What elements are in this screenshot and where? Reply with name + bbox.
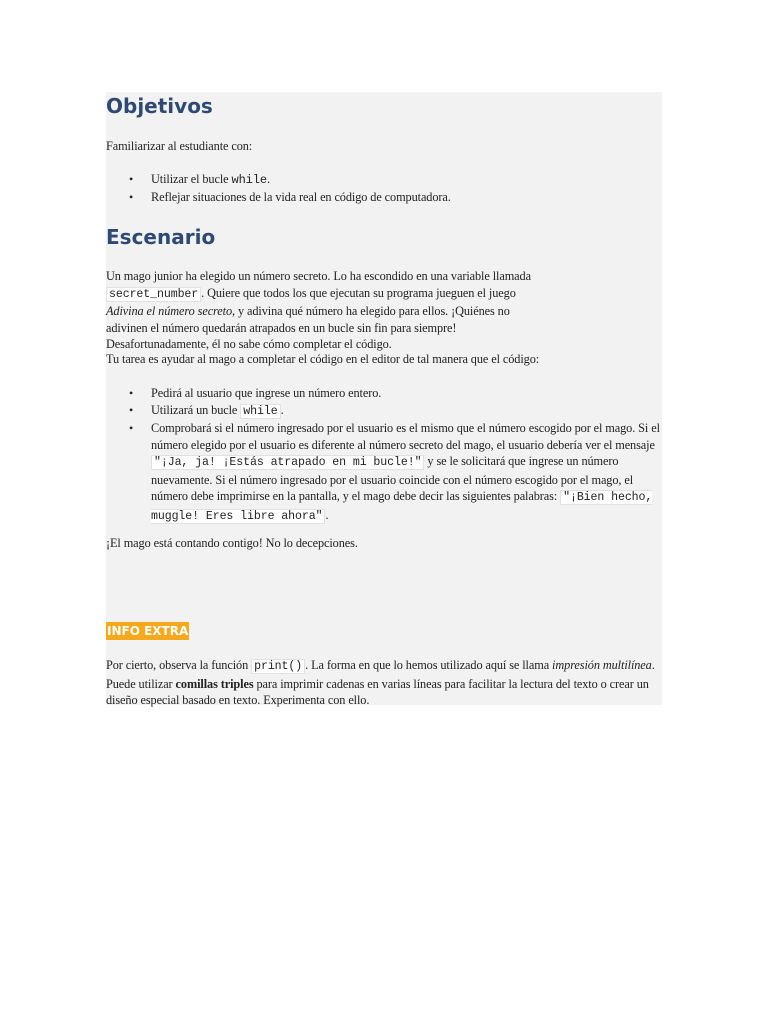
objetivos-item-while: • Utilizar el bucle while.	[151, 171, 662, 189]
triple-quotes-term: comillas triples	[175, 676, 254, 691]
escenario-heading: Escenario	[106, 225, 216, 249]
objetivos-intro: Familiarizar al estudiante con:	[106, 139, 253, 153]
escenario-paragraph-1: Un mago junior ha elegido un número secreto. Lo ha escondido en una variable llamada secret_number . Quiere que todos los que ejecutan su programa jueguen el juego Adivina el número secreto, y adivina qué número ha elegido para ellos. ¡Quiénes no adivinen el número quedarán atrapados en un bucle sin fin para siempre! Desafortunadamente, él no sabe cómo completar el código.	[106, 269, 531, 351]
escenario-list	[106, 385, 662, 525]
escenario-closing: ¡El mago está contando contigo! No lo decepciones.	[106, 536, 358, 550]
objetivos-heading: Objetivos	[106, 94, 213, 118]
secret-number-code: secret_number	[106, 287, 201, 302]
objetivos-list	[106, 171, 662, 205]
info-paragraph: Por cierto, observa la función print() . La forma en que lo hemos utilizado aquí se llama impresión multilínea. Puede utilizar comillas triples para imprimir cadenas en varias líneas para facilitar la lectura del texto o crear un diseño especial basado en texto. Experimenta con ello.	[106, 658, 655, 707]
while-code: while	[240, 404, 280, 419]
multiline-printing-term: impresión multilínea	[552, 658, 652, 672]
escenario-item-integer: • Pedirá al usuario que ingrese un número entero.	[151, 385, 662, 402]
escenario-item-while: • Utilizará un bucle while .	[151, 402, 662, 421]
escenario-paragraph-2: Tu tarea es ayudar al mago a completar el código en el editor de tal manera que el código:	[106, 352, 540, 366]
trapped-message-code: "¡Ja, ja! ¡Estás atrapado en mi bucle!"	[151, 455, 424, 470]
print-code: print()	[251, 659, 305, 674]
well-done-message-code: "¡Bien hecho, muggle! Eres libre ahora"	[151, 491, 653, 523]
while-keyword: while	[231, 173, 267, 187]
info-extra-badge: INFO EXTRA	[107, 624, 189, 638]
game-name: Adivina el número secreto	[106, 304, 233, 318]
objetivos-item-real-life: • Reflejar situaciones de la vida real en código de computadora.	[151, 189, 662, 206]
escenario-item-check: • Comprobará si el número ingresado por el usuario es el mismo que el número escogido por el mago. Si el número elegido por el usuario es diferente al número secreto del mago, el usuario debería ver el mensaje "¡Ja, ja! ¡Estás atrapado en mi bucle!" y se le solicitará que ingrese un número nuevamente. Si el número ingresado por el usuario coincide con el número escogido por el mago, el número debe imprimirse en la pantalla, y el mago debe decir las siguientes palabras: "¡Bien hecho, muggle! Eres libre ahora" .	[151, 420, 662, 525]
